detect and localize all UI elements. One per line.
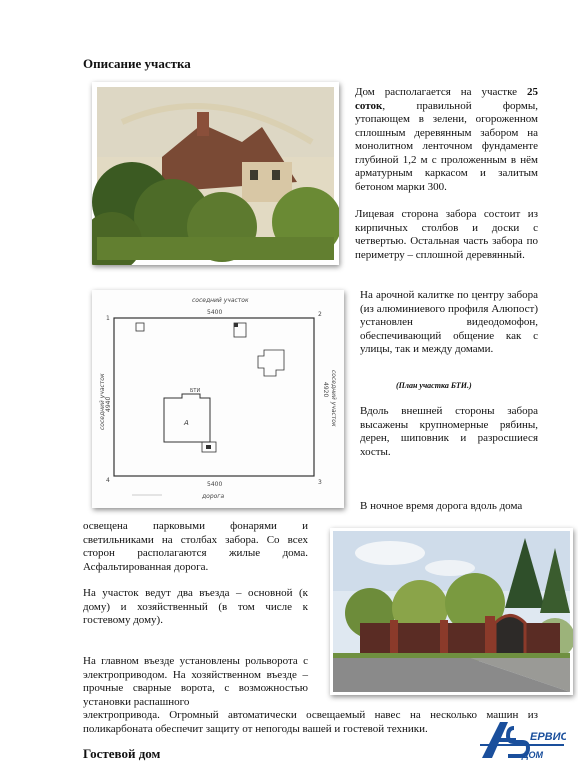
fence-description-text: Лицевая сторона забора состоит из кирпичных столбов и доски с четвертью. Остальная часть забора по периметру – сплошной деревянный.: [355, 208, 538, 261]
gate-description-text: На арочной калитке по центру забора (из алюминиевого профиля Алюпост) установлен видеодомофон, обеспечивающий общение как с улицы, так и между домами.: [360, 289, 538, 355]
plan-corner-2: 2: [318, 311, 322, 318]
plan-dim-left: 4940: [105, 396, 112, 412]
night-lighting-first-line: В ночное время дорога вдоль дома: [360, 500, 523, 512]
entrances-text: На участок ведут два въезда – основной (к дому) и хозяйственный (в том числе к гостевому дому).: [83, 587, 308, 626]
bti-plan-drawing: [92, 290, 344, 508]
section-heading-plot: Описание участка: [83, 56, 191, 71]
plan-building-mark: А: [184, 419, 189, 427]
logo-text-bottom: ДОМ: [522, 750, 543, 760]
fence-photo-image: [330, 528, 573, 695]
plan-bottom-label: дорога: [202, 493, 225, 500]
plan-corner-3: 3: [318, 479, 322, 486]
plan-top-label: соседний участок: [192, 297, 249, 304]
house-photo-image: [92, 82, 339, 265]
plan-dim-bottom: 5400: [207, 481, 223, 488]
section-heading-guest-house: Гостевой дом: [83, 746, 161, 761]
plot-description-text: Дом располагается на участке 25 соток, правильной формы, утопающем в зелени, огороженном сплошным деревянным забором на монолитном ленточном фундаменте глубиной 1,2 м с проложенным в нём арматурным каркасом и залитым бетоном марки 300.: [355, 86, 538, 193]
gates-text: На главном въезде установлены рольворота с электроприводом. На хозяйственном въезде – прочные сварные ворота, с возможностью установки распашного: [83, 655, 308, 708]
plan-corner-1: 1: [106, 315, 110, 322]
house-photo: [92, 82, 339, 265]
plan-right-label: соседний участок: [330, 370, 337, 427]
plan-bti-mark: БТИ: [190, 388, 201, 394]
fence-photo: [330, 528, 573, 695]
carport-text: электропривода. Огромный автоматически освещаемый навес на несколько машин из поликарбоната обеспечит защиту от непогоды вашей и гостевой техники.: [83, 709, 538, 735]
bti-plan-card: [92, 290, 344, 508]
plan-caption: (План участка БТИ.): [396, 381, 472, 390]
logo-text-top: ЕРВИС: [530, 731, 566, 743]
plants-description-text: Вдоль внешней стороны забора высажены крупномерные рябины, дерен, шиповник и разросшиеся хосты.: [360, 405, 538, 458]
plan-left-label: соседний участок: [99, 373, 106, 430]
company-logo: [478, 718, 566, 762]
company-logo-graphic: [478, 718, 566, 762]
plan-dim-top: 5400: [207, 309, 223, 316]
plot-area-value: 25 соток: [355, 86, 538, 112]
night-lighting-text: освещена парковыми фонарями и светильниками на столбах забора. Со всех сторон располагаются жилые дома. Асфальтированная дорога.: [83, 520, 308, 573]
plan-corner-4: 4: [106, 477, 110, 484]
plan-dim-right: 4920: [322, 382, 329, 398]
